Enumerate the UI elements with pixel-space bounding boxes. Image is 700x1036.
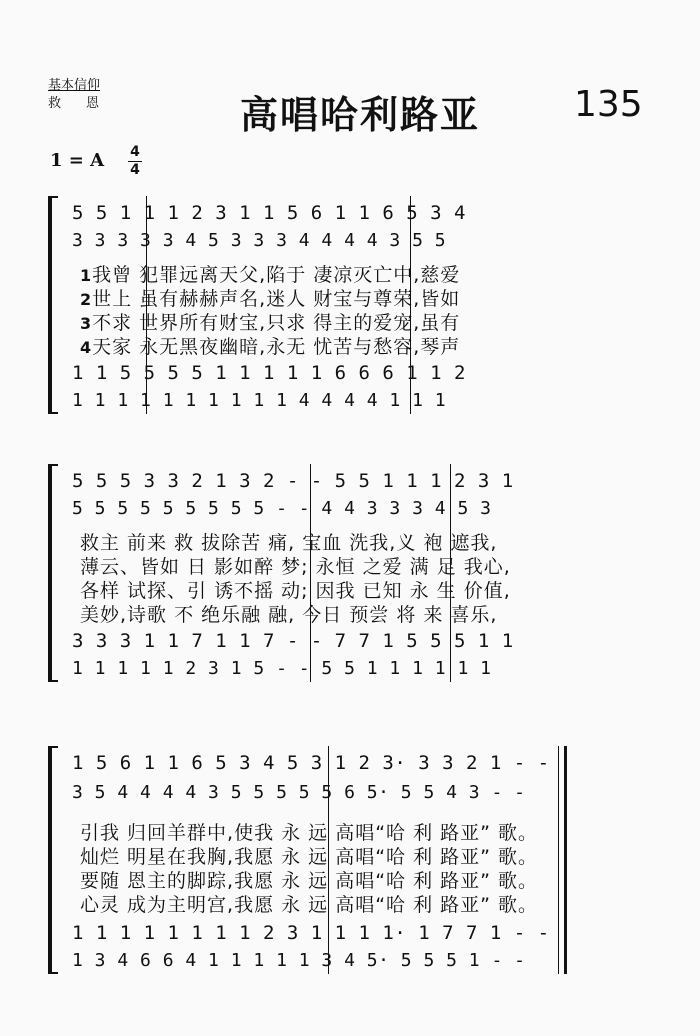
melody-notes: 1 5 6 1 1 6 5 3 4 5 3 1 2 3· 3 3 2 1 - - xyxy=(72,752,550,774)
verse-text: 天家 永无黑夜幽暗,永无 忧苦与愁容,琴声 xyxy=(92,336,461,358)
alto-notes: 5 5 5 5 5 5 5 5 5 - - 4 4 3 3 3 4 5 3 xyxy=(72,498,492,519)
bass-notes: 1 1 1 1 1 1 1 1 1 1 4 4 4 4 1 1 1 xyxy=(72,390,447,411)
verse-1-lyrics: 引我 归回羊群中,使我 永 远 高唱“哈 利 路亚” 歌。 xyxy=(80,822,539,844)
alto-notes: 3 5 4 4 4 4 3 5 5 5 5 5 6 5· 5 5 4 3 - - xyxy=(72,782,526,803)
score-system-1 xyxy=(48,196,648,414)
verse-2-lyrics: 灿烂 明星在我胸,我愿 永 远 高唱“哈 利 路亚” 歌。 xyxy=(80,846,539,868)
system-brace xyxy=(48,196,58,414)
verse-3-lyrics: 各样 试探、引 诱不摇 动; 因我 已知 永 生 价值, xyxy=(80,580,511,602)
time-signature-bottom: 4 xyxy=(130,162,140,178)
tenor-notes: 1 1 1 1 1 1 1 1 2 3 1 1 1 1· 1 7 7 1 - - xyxy=(72,922,550,944)
verse-3-lyrics: 要随 恩主的脚踪,我愿 永 远 高唱“哈 利 路亚” 歌。 xyxy=(80,870,539,892)
tenor-notes: 3 3 3 1 1 7 1 1 7 - - 7 7 1 5 5 5 1 1 xyxy=(72,630,514,652)
verse-1-lyrics xyxy=(80,260,460,287)
category-label: 基本信仰 xyxy=(48,78,101,93)
time-signature-top: 4 xyxy=(130,144,140,160)
verse-text: 不求 世界所有财宝,只求 得主的爱宠,虽有 xyxy=(92,312,461,334)
melody-notes: 5 5 1 1 1 2 3 1 1 5 6 1 1 6 5 3 4 xyxy=(72,202,466,224)
time-signature xyxy=(128,145,142,178)
subcategory-label: 救 恩 xyxy=(48,96,106,111)
verse-number: 1 xyxy=(80,266,93,285)
system-brace xyxy=(48,464,58,682)
verse-4-lyrics: 美妙,诗歌 不 绝乐融 融, 今日 预尝 将 来 喜乐, xyxy=(80,604,498,626)
verse-4-lyrics: 心灵 成为主明宫,我愿 永 远 高唱“哈 利 路亚” 歌。 xyxy=(80,894,539,916)
alto-notes: 3 3 3 3 3 4 5 3 3 3 4 4 4 4 3 5 5 xyxy=(72,230,447,251)
hymn-number: 135 xyxy=(574,84,643,125)
verse-text: 我曾 犯罪远离天父,陷于 凄凉灭亡中,慈爱 xyxy=(92,264,461,286)
verse-number: 4 xyxy=(80,338,93,357)
verse-number: 3 xyxy=(80,314,93,333)
hymn-title: 高唱哈利路亚 xyxy=(240,93,481,137)
bass-notes: 1 3 4 6 6 4 1 1 1 1 1 3 4 5· 5 5 5 1 - - xyxy=(72,950,526,971)
verse-3-lyrics xyxy=(80,308,460,335)
key-signature: 1 = A xyxy=(50,150,105,171)
system-brace xyxy=(48,746,58,974)
tenor-notes: 1 1 5 5 5 5 1 1 1 1 1 6 6 6 1 1 2 xyxy=(72,362,466,384)
score-system-3 xyxy=(48,746,648,974)
verse-1-lyrics: 救主 前来 救 拔除苦 痛, 宝血 洗我,义 袍 遮我, xyxy=(80,532,498,554)
bass-notes: 1 1 1 1 1 2 3 1 5 - - 5 5 1 1 1 1 1 1 xyxy=(72,658,492,679)
verse-text: 世上 虽有赫赫声名,迷人 财宝与尊荣,皆如 xyxy=(92,288,461,310)
verse-2-lyrics xyxy=(80,284,460,311)
verse-number: 2 xyxy=(80,290,93,309)
score-system-2 xyxy=(48,464,648,682)
verse-2-lyrics: 薄云、皆如 日 影如醉 梦; 永恒 之爱 满 足 我心, xyxy=(80,556,511,578)
verse-4-lyrics xyxy=(80,332,460,359)
melody-notes: 5 5 5 3 3 2 1 3 2 - - 5 5 1 1 1 2 3 1 xyxy=(72,470,514,492)
